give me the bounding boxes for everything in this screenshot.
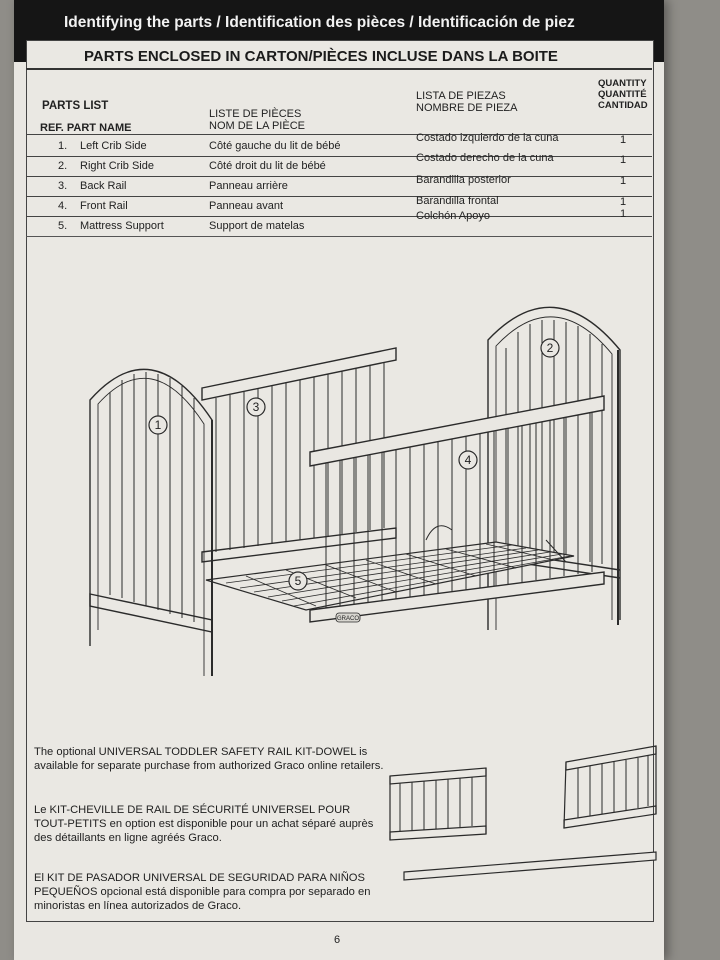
table-row: 1. Left Crib Side Côté gauche du lit de bébé Costado izquierdo de la cuna 1 bbox=[58, 132, 627, 152]
col-fr-title: LISTE DE PIÈCES bbox=[209, 108, 302, 120]
qty-en: QUANTITY bbox=[598, 78, 647, 89]
table-row: 5. Mattress Support Support de matelas Colchón Apoyo 1 bbox=[58, 208, 627, 232]
qty-fr: QUANTITÉ bbox=[598, 89, 647, 100]
note-english: The optional UNIVERSAL TODDLER SAFETY RAIL KIT-DOWEL is available for separate purchase from authorized Graco online retailers. bbox=[34, 746, 384, 772]
callout-2-label: 2 bbox=[546, 341, 554, 355]
note-spanish: El KIT DE PASADOR UNIVERSAL DE SEGURIDAD PARA NIÑOS PEQUEÑOS opcional está disponible para compra por separado en minoristas en línea autorizados de Graco. bbox=[34, 872, 371, 912]
table-row: 3. Back Rail Panneau arrière Barandilla posterior 1 bbox=[58, 174, 627, 192]
callout-3-label: 3 bbox=[252, 400, 260, 414]
qty-es: CANTIDAD bbox=[598, 100, 648, 111]
col-en-title: PARTS LIST bbox=[42, 100, 109, 112]
manual-page bbox=[14, 0, 664, 960]
page-number: 6 bbox=[334, 934, 341, 946]
note-french: Le KIT-CHEVILLE DE RAIL DE SÉCURITÉ UNIVERSEL POUR TOUT-PETITS en option est disponible pour un achat séparé auprès des détaillants en ligne agréés Graco. bbox=[34, 804, 374, 844]
table-row: 4. Front Rail Panneau avant Barandilla frontal 1 bbox=[58, 195, 627, 212]
crib-illustration bbox=[26, 280, 652, 700]
brand-tag: GRACO bbox=[336, 616, 360, 622]
page-title: Identifying the parts / Identification des pièces / Identificación de piez bbox=[64, 14, 575, 31]
col-fr-sub: NOM DE LA PIÈCE bbox=[209, 120, 305, 132]
col-en-sub: REF. PART NAME bbox=[40, 122, 132, 134]
carton-title: PARTS ENCLOSED IN CARTON/PIÈCES INCLUSE DANS LA BOITE bbox=[84, 48, 558, 65]
callout-4-label: 4 bbox=[464, 453, 472, 467]
table-row: 2. Right Crib Side Côté droit du lit de bébé Costado derecho de la cuna 1 bbox=[58, 152, 627, 172]
callout-1-label: 1 bbox=[154, 418, 162, 432]
toddler-rail-illustration bbox=[386, 740, 666, 890]
callout-5-label: 5 bbox=[294, 574, 302, 588]
col-es-sub: NOMBRE DE PIEZA bbox=[416, 102, 518, 114]
col-es-title: LISTA DE PIEZAS bbox=[416, 90, 506, 102]
